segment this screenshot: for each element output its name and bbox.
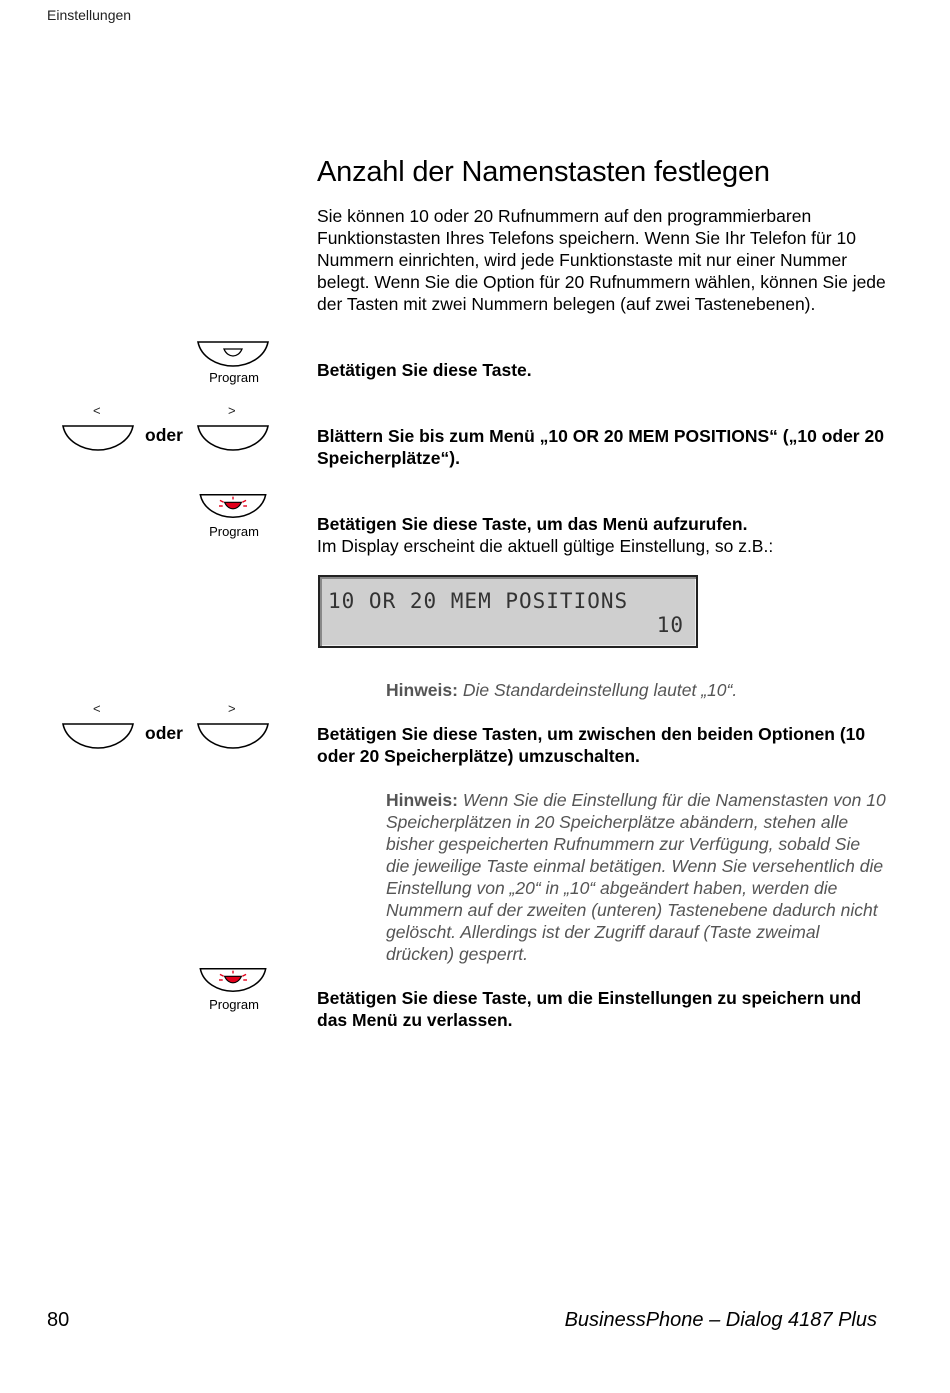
left-arrow-label: < bbox=[93, 403, 101, 418]
step-4-text: Betätigen Sie diese Tasten, um zwischen den beiden Optionen (10 oder 20 Speicherplätze) umzuschalten. bbox=[317, 724, 866, 766]
display-line-2: 10 bbox=[656, 613, 684, 637]
note-default-setting: Hinweis: Die Standardeinstellung lautet „10“. bbox=[386, 680, 738, 700]
left-arrow-label: < bbox=[93, 701, 101, 716]
running-header: Einstellungen bbox=[47, 7, 132, 23]
left-arrow-key-icon bbox=[62, 424, 134, 452]
right-arrow-key-icon bbox=[197, 722, 269, 750]
display-line-1: 10 OR 20 MEM POSITIONS bbox=[328, 589, 629, 613]
program-key-label: Program bbox=[209, 997, 259, 1012]
right-arrow-label: > bbox=[228, 701, 236, 716]
program-key-flashing-icon bbox=[197, 966, 269, 994]
program-key-label: Program bbox=[209, 370, 259, 385]
page-number: 80 bbox=[47, 1309, 70, 1331]
step-5-text: Betätigen Sie diese Taste, um die Einstellungen zu speichern und das Menü zu verlassen. bbox=[317, 988, 862, 1030]
right-arrow-key-icon bbox=[197, 424, 269, 452]
step-1-text: Betätigen Sie diese Taste. bbox=[317, 360, 532, 380]
product-name: BusinessPhone – Dialog 4187 Plus bbox=[564, 1309, 877, 1331]
phone-display bbox=[318, 575, 698, 648]
oder-label: oder bbox=[145, 723, 183, 743]
program-key-flashing-icon bbox=[197, 492, 269, 520]
page-title: Anzahl der Namenstasten festlegen bbox=[317, 156, 770, 188]
oder-label: oder bbox=[145, 425, 183, 445]
step-3-text: Betätigen Sie diese Taste, um das Menü aufzurufen. Im Display erscheint die aktuell gültige Einstellung, so z.B.: bbox=[317, 514, 774, 556]
left-arrow-key-icon bbox=[62, 722, 134, 750]
note-memory-change: Hinweis: Wenn Sie die Einstellung für die Namenstasten von 10 Speicherplätzen in 20 Speicherplätze abändern, stehen alle bisher gespeicherten Rufnummern zur Verfügung, sobald Sie die jeweilige Taste einmal betätigen. Wenn Sie versehentlich die Einstellung von „20“ in „10“ abgeändert haben, werden die Nummern auf der zweiten (unteren) Tastenebene dadurch nicht gelöscht. Allerdings ist der Zugriff darauf (Taste zweimal drücken) gesperrt. bbox=[386, 790, 886, 964]
step-2-text: Blättern Sie bis zum Menü „10 OR 20 MEM POSITIONS“ („10 oder 20 Speicherplätze“). bbox=[317, 426, 884, 468]
program-key-icon bbox=[197, 340, 269, 368]
intro-paragraph: Sie können 10 oder 20 Rufnummern auf den programmierbaren Funktionstasten Ihres Telefons speichern. Wenn Sie Ihr Telefon für 10 Nummern einrichten, wird jede Funktionstaste mit nur einer Nummer belegt. Wenn Sie die Option für 20 Rufnummern wählen, können Sie jede der Tasten mit zwei Nummern belegen (auf zwei Tastenebenen). bbox=[317, 206, 886, 314]
program-key-label: Program bbox=[209, 524, 259, 539]
right-arrow-label: > bbox=[228, 403, 236, 418]
